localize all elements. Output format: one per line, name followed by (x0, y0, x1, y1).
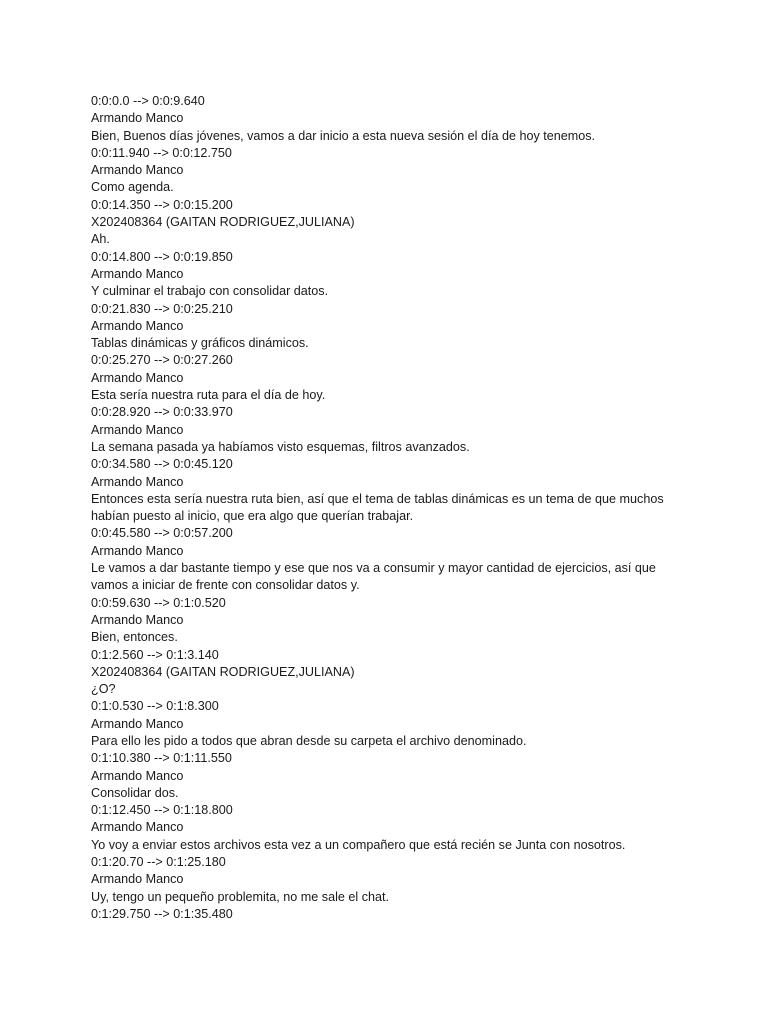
speaker-name: Armando Manco (91, 768, 184, 783)
transcript-entry (91, 802, 748, 854)
transcript-entry (91, 352, 748, 404)
caption-text: La semana pasada ya habíamos visto esquemas, filtros avanzados. (91, 439, 470, 454)
transcript-entry (91, 854, 748, 906)
timestamp: 0:1:10.380 --> 0:1:11.550 (91, 751, 232, 766)
timestamp: 0:0:59.630 --> 0:1:0.520 (91, 595, 226, 610)
caption-text: Yo voy a enviar estos archivos esta vez a un compañero que está recién se Junta con nosotros. (91, 837, 626, 852)
speaker-name: Armando Manco (91, 474, 184, 489)
timestamp: 0:1:20.70 --> 0:1:25.180 (91, 855, 226, 870)
speaker-name: Armando Manco (91, 266, 184, 281)
speaker-name: Armando Manco (91, 820, 184, 835)
speaker-name: Armando Manco (91, 716, 184, 731)
speaker-name: X202408364 (GAITAN RODRIGUEZ,JULIANA) (91, 215, 355, 230)
speaker-name: X202408364 (GAITAN RODRIGUEZ,JULIANA) (91, 664, 355, 679)
timestamp: 0:0:28.920 --> 0:0:33.970 (91, 405, 233, 420)
caption-text: ¿O? (91, 682, 116, 697)
transcript-entry (91, 145, 748, 197)
transcript-entry (91, 525, 748, 594)
speaker-name: Armando Manco (91, 872, 184, 887)
transcript-entry (91, 698, 748, 750)
caption-text: Para ello les pido a todos que abran desde su carpeta el archivo denominado. (91, 733, 527, 748)
timestamp: 0:0:11.940 --> 0:0:12.750 (91, 145, 232, 160)
timestamp: 0:0:14.350 --> 0:0:15.200 (91, 197, 233, 212)
transcript-entry (91, 456, 748, 525)
timestamp: 0:0:45.580 --> 0:0:57.200 (91, 526, 233, 541)
transcript-entry (91, 404, 748, 456)
caption-text: Tablas dinámicas y gráficos dinámicos. (91, 336, 309, 351)
speaker-name: Armando Manco (91, 163, 184, 178)
timestamp: 0:1:2.560 --> 0:1:3.140 (91, 647, 219, 662)
caption-text: Le vamos a dar bastante tiempo y ese que nos va a consumir y mayor cantidad de ejercicios, así que vamos a iniciar de frente con consolidar datos y. (91, 561, 656, 593)
timestamp: 0:0:14.800 --> 0:0:19.850 (91, 249, 233, 264)
speaker-name: Armando Manco (91, 318, 184, 333)
timestamp: 0:1:12.450 --> 0:1:18.800 (91, 803, 233, 818)
speaker-name: Armando Manco (91, 422, 184, 437)
speaker-name: Armando Manco (91, 111, 184, 126)
caption-text: Ah. (91, 232, 110, 247)
transcript-blocks (91, 93, 748, 906)
transcript-entry (91, 647, 748, 699)
timestamp: 0:0:0.0 --> 0:0:9.640 (91, 94, 205, 108)
transcript-entry (91, 249, 748, 301)
caption-text: Bien, entonces. (91, 630, 178, 645)
speaker-name: Armando Manco (91, 370, 184, 385)
caption-text: Y culminar el trabajo con consolidar datos. (91, 284, 329, 299)
caption-text: Como agenda. (91, 180, 174, 195)
speaker-name: Armando Manco (91, 543, 184, 558)
caption-text: Esta sería nuestra ruta para el día de hoy. (91, 388, 326, 403)
transcript-entry (91, 595, 748, 647)
caption-text: Uy, tengo un pequeño problemita, no me sale el chat. (91, 889, 390, 904)
timestamp: 0:1:0.530 --> 0:1:8.300 (91, 699, 219, 714)
timestamp: 0:0:34.580 --> 0:0:45.120 (91, 457, 233, 472)
caption-text: Consolidar dos. (91, 785, 179, 800)
timestamp: 0:0:25.270 --> 0:0:27.260 (91, 353, 233, 368)
speaker-name: Armando Manco (91, 612, 184, 627)
timestamp: 0:0:21.830 --> 0:0:25.210 (91, 301, 233, 316)
caption-text: Entonces esta sería nuestra ruta bien, así que el tema de tablas dinámicas es un tema de que muchos habían puesto al inicio, que era algo que querían trabajar. (91, 491, 664, 524)
transcript-entry (91, 301, 748, 353)
transcript-entry (91, 93, 748, 145)
transcript-entry (91, 197, 748, 249)
transcript-entry (91, 750, 748, 802)
caption-text: Bien, Buenos días jóvenes, vamos a dar inicio a esta nueva sesión el día de hoy tenemos. (91, 128, 596, 143)
trailing-timestamp: 0:1:29.750 --> 0:1:35.480 (91, 906, 233, 921)
